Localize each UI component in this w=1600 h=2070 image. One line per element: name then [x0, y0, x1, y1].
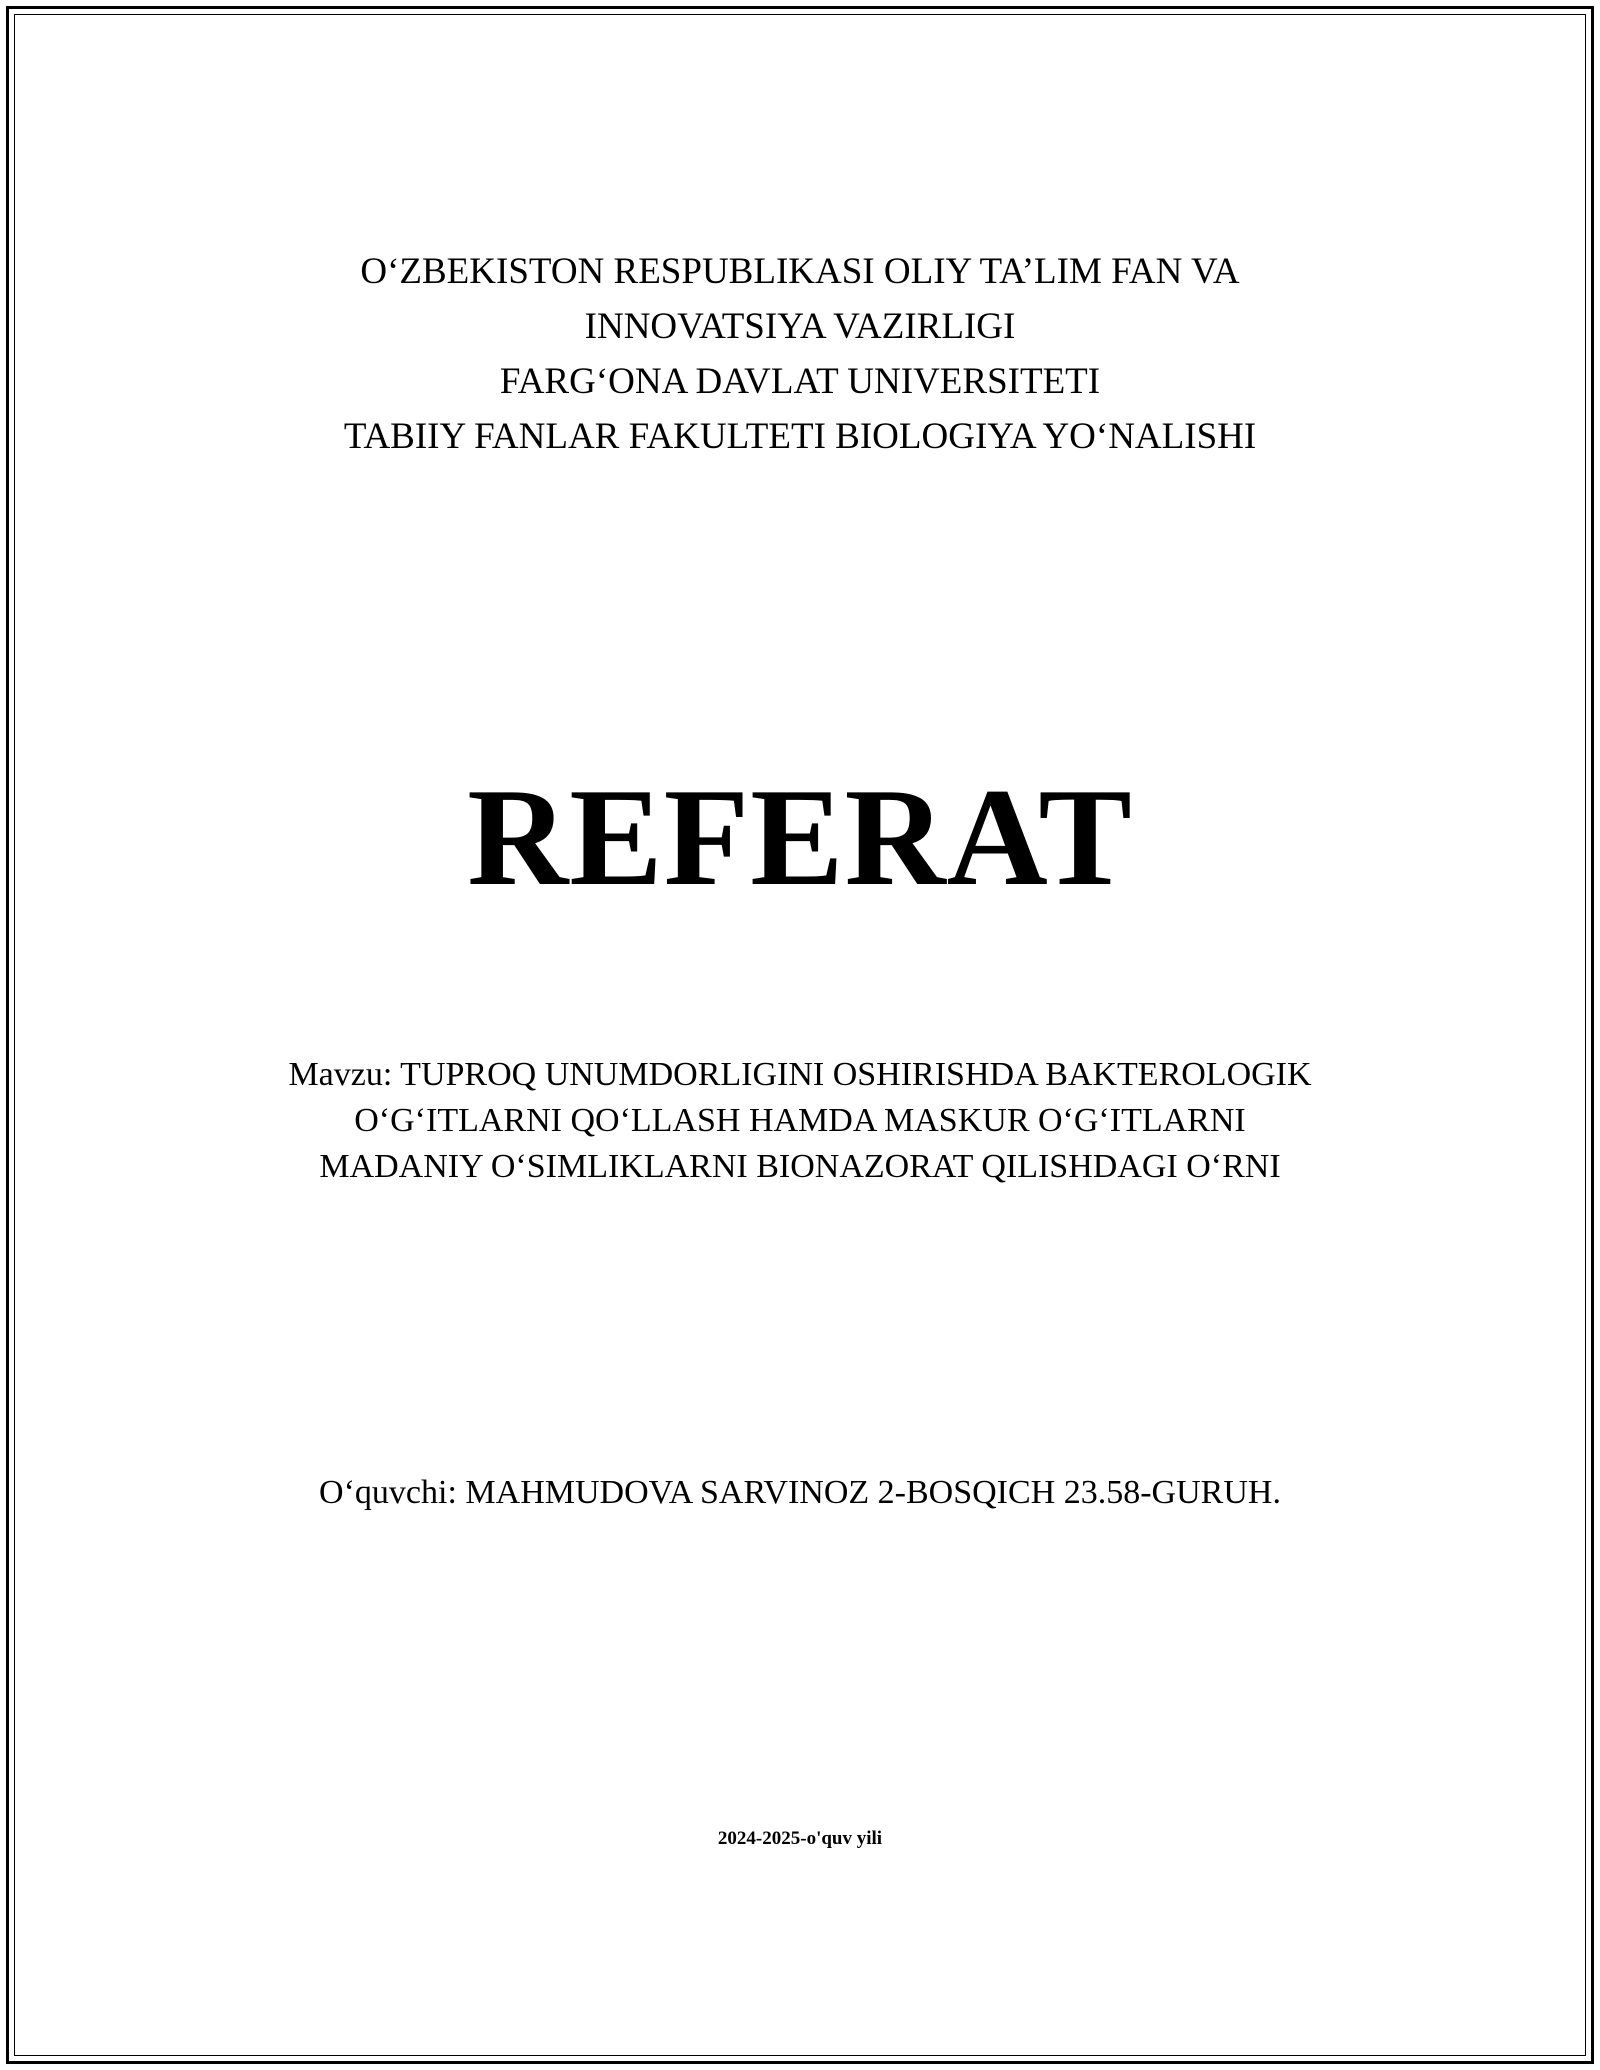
- header-line: O‘ZBEKISTON RESPUBLIKASI OLIY TA’LIM FAN VA: [360, 251, 1240, 292]
- student-info: O‘quvchi: MAHMUDOVA SARVINOZ 2-BOSQICH 23.58-GURUH.: [319, 1474, 1281, 1511]
- document-title: REFERAT: [467, 760, 1133, 915]
- topic-block: [0, 1052, 1600, 1190]
- institution-header: [0, 244, 1600, 464]
- topic-line: Mavzu: TUPROQ UNUMDORLIGINI OSHIRISHDA BAKTEROLOGIK: [288, 1056, 1312, 1093]
- header-line: INNOVATSIYA VAZIRLIGI: [584, 306, 1016, 347]
- header-line: TABIIY FANLAR FAKULTETI BIOLOGIYA YO‘NALISHI: [343, 416, 1257, 457]
- header-line: FARG‘ONA DAVLAT UNIVERSITETI: [499, 361, 1101, 402]
- topic-line: O‘G‘ITLARNI QO‘LLASH HAMDA MASKUR O‘G‘ITLARNI: [354, 1102, 1246, 1139]
- topic-line: MADANIY O‘SIMLIKLARNI BIONAZORAT QILISHDAGI O‘RNI: [319, 1148, 1281, 1185]
- academic-year: 2024-2025-o'quv yili: [717, 1828, 883, 1849]
